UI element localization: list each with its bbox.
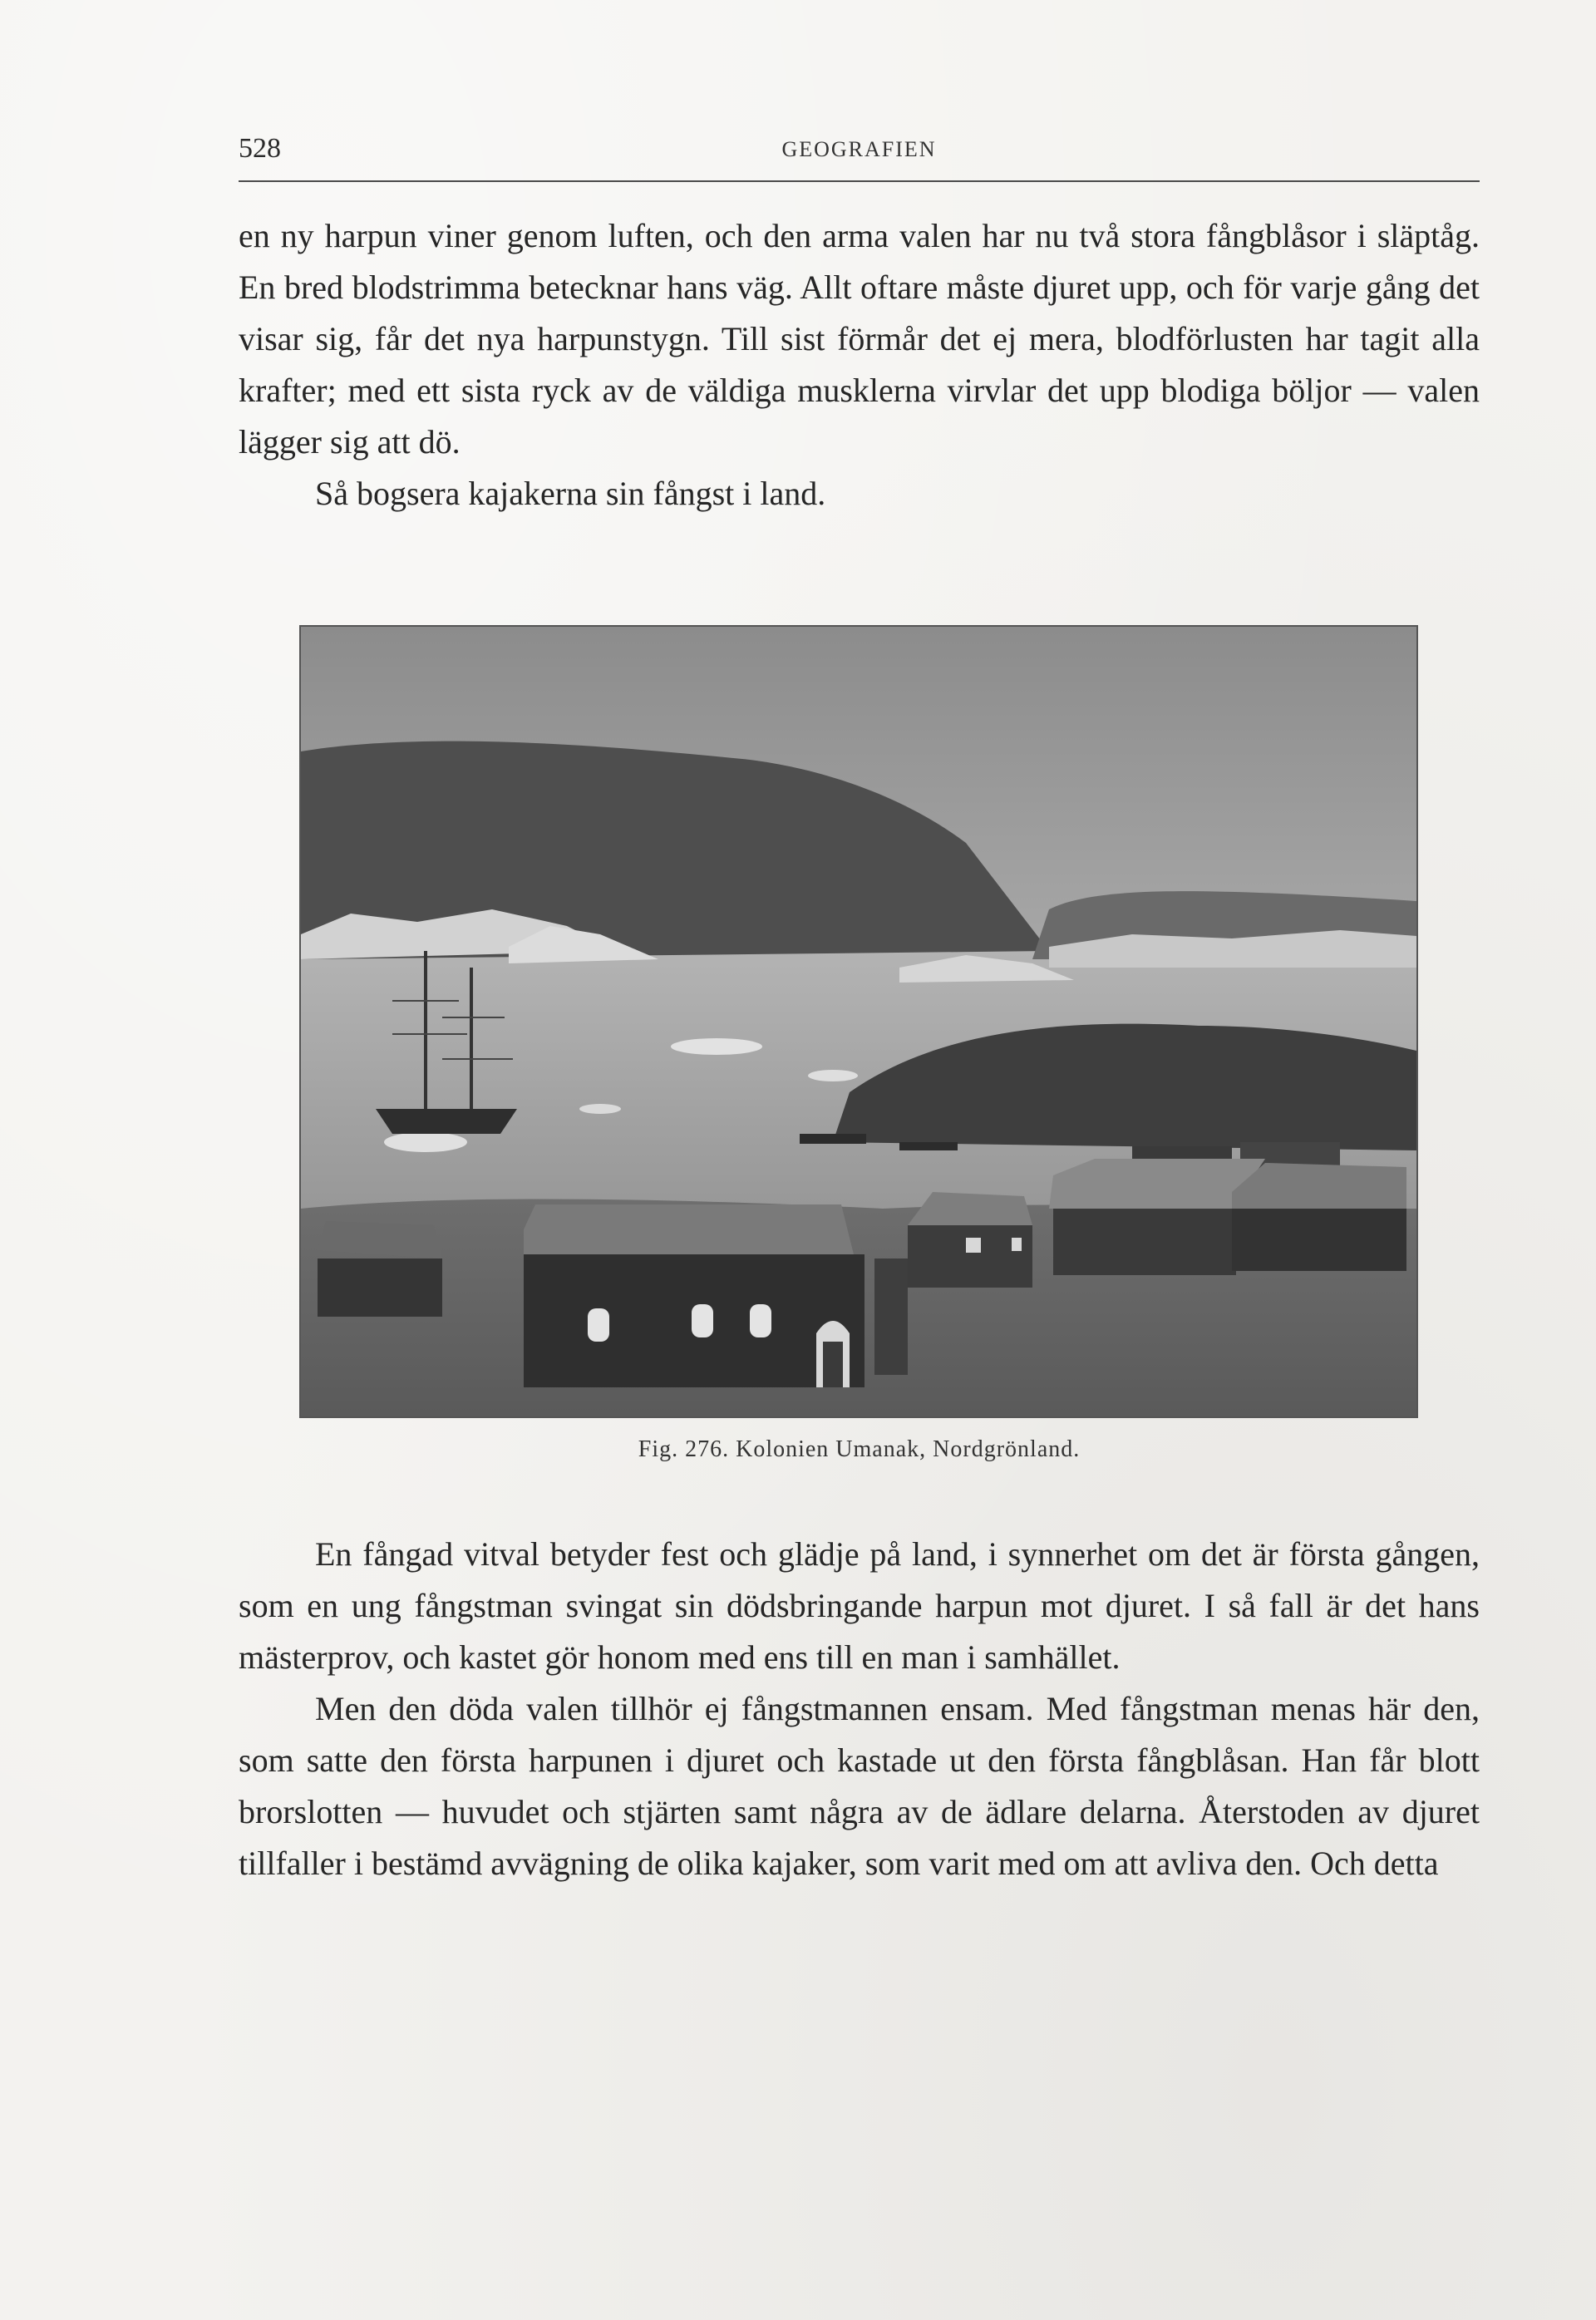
figure-caption: Fig. 276. Kolonien Umanak, Nordgrönland. [638,1436,1081,1462]
house [1232,1163,1406,1271]
running-head: GEOGRAFIEN [781,137,937,161]
paragraph: Så bogsera kajakerna sin fångst i land. [315,475,826,512]
paragraph: Men den döda valen tillhör ej fångstmannen ensam. Med fångstman menas här den, som satte den första harpunen i djuret och kastade ut den första fångblåsan. Han får blott brorslotten — huvudet och stjärten samt några av de ädlare delarna. Återstoden av djuret tillfaller i bestämd avvägning de olika kajaker, som varit med om att avliva den. Och detta [239,1690,1480,1882]
ice-floe [384,1132,467,1152]
page-number: 528 [239,133,281,164]
ice-floe [671,1038,762,1055]
boat [800,1134,866,1144]
ice-floe [808,1070,858,1081]
boat [899,1142,958,1150]
ice-floe [579,1104,621,1114]
header-rule [239,180,1480,182]
body-text-bottom [239,1529,1480,1889]
house [908,1192,1032,1288]
paragraph: en ny harpun viner genom luften, och den arma valen har nu två stora fångblåsor i släptåg. En bred blodstrimma betecknar hans väg. Allt oftare måste djuret upp, och för varje gång det visar sig, får det nya harpunstygn. Till sist förmår det ej mera, blodförlusten har tagit alla krafter; med ett sista ryck av de väldiga musklerna virvlar det upp blodiga böljor — valen lägger sig att dö. [239,217,1480,461]
church [524,1204,864,1387]
paragraph: En fångad vitval betyder fest och glädje på land, i synnerhet om det är första gången, som en ung fångstman svingat sin dödsbringande harpun mot djuret. I så fall är det hans mästerprov, och kastet gör honom med ens till en man i samhället. [239,1535,1480,1676]
shed [318,1221,442,1317]
body-text-top [239,210,1480,520]
figure-photo-umanak-colony [299,625,1418,1418]
fence [874,1259,908,1375]
harbor-illustration [301,627,1416,1416]
page-header [239,133,1480,183]
